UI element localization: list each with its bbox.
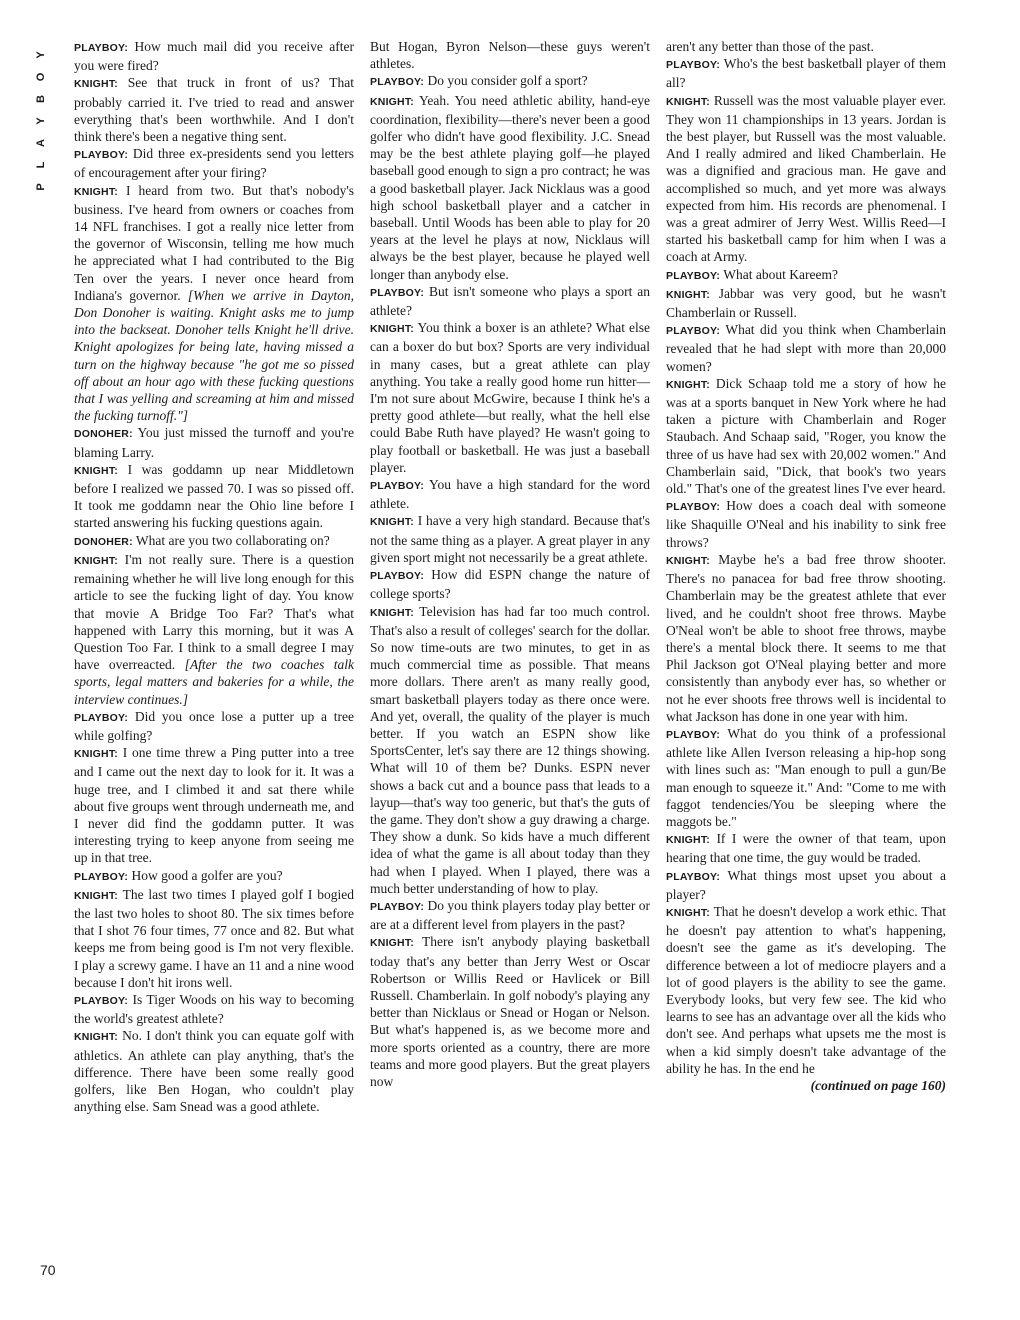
sidebar-letter: P — [35, 183, 47, 191]
italic-aside: [When we arrive in Dayton, Don Donoher is waiting. Knight asks me to jump into the backseat. Donoher tells Knight he'll drive. Knight apologizes for being late, having missed a turn on the highway because "he got me so pissed off about an hour ago with these fucking questions that I was yelling and screaming at him and missed the fucking turnoff."] — [74, 287, 355, 424]
paragraph-text: No. I don't think you can equate golf with athletics. An athlete can play anything, that's the difference. There have been some really good golfers, like Ben Hogan, who couldn't play anything else. Sam Snead was a good athlete. — [74, 1028, 355, 1115]
text-column-2 — [370, 38, 650, 1090]
interview-paragraph — [74, 886, 354, 991]
paragraph-text: How did ESPN change the nature of college sports? — [370, 567, 650, 602]
speaker-label: KNIGHT: — [666, 834, 710, 847]
paragraph-text: Do you consider golf a sport? — [427, 73, 588, 89]
interview-paragraph — [74, 551, 354, 708]
speaker-label: KNIGHT: — [666, 906, 710, 919]
speaker-label: KNIGHT: — [74, 889, 118, 902]
paragraph-text: I have a very high standard. Because that's not the same thing as a player. A great player in any given sport might not necessarily be a great athlete. — [370, 513, 651, 565]
speaker-label: KNIGHT: — [74, 554, 118, 567]
speaker-label: PLAYBOY: — [74, 994, 129, 1007]
speaker-label: KNIGHT: — [74, 78, 118, 91]
paragraph-text: But Hogan, Byron Nelson—these guys weren't athletes. — [370, 39, 650, 72]
paragraph-text: I heard from two. But that's nobody's business. I've heard from owners or coaches from 14 NFL franchises. I got a really nice letter from the governor of Wisconsin, telling me how much he appreciated what I had contributed to the Big Ten over the years. I never once heard from Indiana's governor. — [74, 182, 355, 303]
interview-paragraph — [666, 551, 946, 725]
sidebar-letter: O — [35, 72, 47, 82]
page-number: 70 — [40, 1262, 56, 1278]
interview-paragraph — [74, 532, 354, 551]
speaker-label: PLAYBOY: — [666, 59, 721, 72]
interview-paragraph — [74, 38, 354, 74]
paragraph-text: What things most upset you about a player? — [666, 867, 946, 902]
continued-note: (continued on page 160) — [810, 1077, 946, 1093]
speaker-label: PLAYBOY: — [370, 76, 425, 89]
paragraph-text: How does a coach deal with someone like Shaquille O'Neal and his inability to sink free throws? — [666, 498, 947, 550]
interview-paragraph — [74, 744, 354, 866]
interview-paragraph — [666, 38, 946, 55]
interview-paragraph — [666, 266, 946, 285]
interview-paragraph — [370, 38, 650, 72]
paragraph-text: What are you two collaborating on? — [135, 532, 330, 548]
interview-paragraph — [666, 375, 946, 497]
speaker-label: PLAYBOY: — [666, 325, 721, 338]
italic-aside: [After the two coaches talk sports, legal matters and bakeries for a while, the interview continues.] — [74, 657, 355, 707]
speaker-label: PLAYBOY: — [666, 870, 721, 883]
paragraph-text: Did three ex-presidents send you letters of encouragement after your firing? — [74, 146, 354, 181]
speaker-label: KNIGHT: — [666, 95, 710, 108]
paragraph-text: Jabbar was very good, but he wasn't Chamberlain or Russell. — [666, 285, 947, 321]
sidebar-letter: L — [35, 161, 47, 169]
interview-paragraph — [370, 72, 650, 91]
paragraph-text: Yeah. You need athletic ability, hand-eye coordination, flexibility—there's never been a good golfer who didn't have good flexibility. J.C. Snead may be the best athlete playing golf—he played baseball good enough to sign a pro contract; he was a good basketball player. Jack Nicklaus was a good high school basketball player and a catcher in baseball. Until Woods has been able to play for 20 years at the level he plays at now, Nicklaus will always be the best player, because he played well longer than anybody else. — [370, 92, 651, 282]
interview-paragraph — [74, 991, 354, 1027]
paragraph-text: Maybe he's a bad free throw shooter. There's no panacea for bad free throw shooting. Chamberlain may be the greatest athlete that ever lived, and he couldn't shoot free throws. Maybe O'Neal won't be able to shoot free throws, maybe there's a mental block there. It seems to me that Phil Jackson got O'Neal playing better and more consistently than anybody ever has, so whether or not he ever shoots free throws well is incidental to what Jackson has done in one year with him. — [666, 551, 947, 724]
interview-paragraph — [666, 497, 946, 551]
speaker-label: KNIGHT: — [666, 288, 710, 301]
interview-paragraph — [370, 897, 650, 933]
paragraph-text: You think a boxer is an athlete? What else can a boxer do but box? Sports are very individual in many cases, but a great athlete can play anything. You take a really good home run hitter—I'm not sure about McGwire, because I think he's a pretty good athlete—but really, what the hell else could Babe Ruth have played? He wasn't going to play football or basketball. He was just a baseball player. — [370, 320, 651, 475]
interview-paragraph — [666, 92, 946, 266]
interview-paragraph — [370, 283, 650, 319]
interview-paragraph — [74, 708, 354, 744]
paragraph-text: If I were the owner of that team, upon hearing that one time, the guy would be traded. — [666, 831, 947, 866]
paragraph-text: How good a golfer are you? — [131, 867, 283, 883]
paragraph-text: Television has had far too much control. That's also a result of colleges' search for the dollar. So now time-outs are two minutes, to get in as much commercial time as possible. That means more dollars. There aren't as many really good, smart basketball players today as there once were. And yet, overall, the quality of the player is much better. If you watch an ESPN show like SportsCenter, let's say there are 12 things showing. What will 10 of them be? Dunks. ESPN never shows a back cut and a bounce pass that leads to a layup—that's way too generic, but that's the guts of the game. They don't show a guy drawing a charge. They show a dunk. So kids have a much different idea of what the game is all about today than they had when I played. When I played, there was a much better understanding of how to play. — [370, 603, 650, 896]
interview-paragraph — [666, 867, 946, 903]
speaker-label: PLAYBOY: — [666, 501, 721, 514]
speaker-label: PLAYBOY: — [666, 269, 721, 282]
speaker-label: KNIGHT: — [370, 937, 414, 950]
interview-paragraph — [666, 285, 946, 321]
speaker-label: PLAYBOY: — [74, 711, 129, 724]
interview-paragraph — [74, 74, 354, 145]
interview-paragraph — [666, 321, 946, 375]
paragraph-text: See that truck in front of us? That probably carried it. I've tried to read and answer everything that's been worthwhile. And I don't think there's been a negative thing sent. — [74, 75, 355, 145]
interview-paragraph — [370, 476, 650, 512]
interview-paragraph — [370, 566, 650, 602]
speaker-label: DONOHER: — [74, 428, 133, 441]
interview-paragraph — [74, 424, 354, 460]
interview-paragraph — [370, 603, 650, 897]
paragraph-text: Did you once lose a putter up a tree while golfing? — [74, 708, 355, 743]
sidebar-letter: B — [35, 95, 47, 103]
interview-paragraph — [370, 319, 650, 476]
magazine-sidebar-label — [30, 44, 52, 198]
text-column-3 — [666, 38, 946, 1094]
paragraph-text: What do you think of a professional athlete like Allen Iverson releasing a hip-hop song with lines such as: "Man enough to pull a gun/Be man enough to squeeze it." And: "Come to me with faggot tendencies/You be sleeping where the maggots be." — [666, 725, 946, 829]
interview-paragraph — [370, 92, 650, 283]
paragraph-text: Do you think players today play better or are at a different level from players in the past? — [370, 897, 651, 933]
speaker-label: KNIGHT: — [370, 95, 414, 108]
sidebar-letter: A — [35, 139, 47, 147]
sidebar-letter: Y — [35, 117, 47, 125]
interview-paragraph — [370, 512, 650, 566]
speaker-label: KNIGHT: — [74, 185, 118, 198]
speaker-label: KNIGHT: — [74, 748, 118, 761]
paragraph-text: The last two times I played golf I bogied the last two holes to shoot 80. The six times before that I shot 76 four times, 77 once and 82. But what keeps me from being good is I'm not very flexible. I play a screwy game. I have an 11 and a nine wood because I don't hit irons well. — [74, 886, 355, 990]
speaker-label: PLAYBOY: — [74, 42, 129, 54]
interview-paragraph — [74, 461, 354, 532]
paragraph-text: What did you think when Chamberlain revealed that he had slept with more than 20,000 women? — [666, 322, 946, 374]
paragraph-text: What about Kareem? — [723, 266, 838, 282]
speaker-label: PLAYBOY: — [370, 900, 425, 913]
paragraph-text: How much mail did you receive after you were fired? — [74, 39, 354, 74]
paragraph-text: You have a high standard for the word athlete. — [370, 477, 651, 512]
paragraph-text: I was goddamn up near Middletown before I realized we passed 70. I was so pissed off. It took me goddamn near the Ohio line before I started answering his fucking questions again. — [74, 461, 354, 531]
interview-paragraph — [74, 182, 354, 425]
interview-paragraph — [74, 867, 354, 886]
paragraph-text: I one time threw a Ping putter into a tree and I came out the next day to look for it. It was a huge tree, and I climbed it and sat there while about five groups went through underneath me, and I never did find the goddamn putter. It was interesting trying to keep anyone from seeing me up in that tree. — [74, 745, 355, 866]
speaker-label: PLAYBOY: — [370, 480, 425, 493]
speaker-label: KNIGHT: — [666, 378, 710, 391]
speaker-label: PLAYBOY: — [74, 149, 129, 162]
speaker-label: KNIGHT: — [74, 1031, 118, 1044]
speaker-label: PLAYBOY: — [666, 728, 721, 741]
paragraph-text: Who's the best basketball player of them all? — [666, 56, 946, 91]
speaker-label: KNIGHT: — [370, 516, 414, 529]
speaker-label: PLAYBOY: — [74, 870, 129, 883]
interview-paragraph — [74, 1027, 354, 1115]
interview-paragraph — [370, 933, 650, 1090]
paragraph-text: I'm not really sure. There is a question remaining whether he will live long enough for this article to see the fucking light of day. You know that movie A Bridge Too Far? That's what happened with Larry this morning, but it was A Question Too Far. I think to a small degree I may have overreacted. — [74, 551, 354, 673]
sidebar-letter: Y — [35, 51, 47, 59]
paragraph-text: But isn't someone who plays a sport an athlete? — [370, 283, 650, 319]
interview-paragraph — [666, 830, 946, 866]
speaker-label: KNIGHT: — [666, 554, 710, 567]
paragraph-text: Russell was the most valuable player ever. They won 11 championships in 13 years. Jordan is the best player, but Russell was the most valuable. And I really admired and liked Chamberlain. He was a dignified and gracious man. He gave and accomplished so much, and yet more was always expected from him. His records are phenomenal. I was a great admirer of Jerry West. Willis Reed—I started his basketball camp for him when I was a coach at Army. — [666, 92, 946, 265]
paragraph-text: That he doesn't develop a work ethic. That he doesn't pay attention to what's happening, doesn't see the game as it's developing. The difference between a lot of mediocre players and a lot of good players is the ability to see the game. Everybody looks, but very few see. The kid who learns to see has an advantage over all the kids who don't see. And perhaps what upsets me the most is when a kid simply doesn't take advantage of the ability he has. In the end he — [666, 903, 946, 1076]
interview-paragraph — [666, 903, 946, 1077]
paragraph-text: Is Tiger Woods on his way to becoming the world's greatest athlete? — [74, 991, 355, 1027]
paragraph-text: You just missed the turnoff and you're blaming Larry. — [74, 425, 354, 460]
interview-paragraph — [666, 725, 946, 830]
speaker-label: PLAYBOY: — [370, 570, 425, 583]
paragraph-text: There isn't anybody playing basketball today that's any better than Jerry West or Oscar Robertson or Willis Reed or Havlicek or Bill Russell. Chamberlain. In golf nobody's playing any better than Nicklaus or Snead or Hogan or Nelson. But what's happened is, as we become more and more sports oriented as a country, there are more teams and more good players. But the great players now — [370, 934, 650, 1089]
speaker-label: KNIGHT: — [74, 464, 118, 477]
interview-paragraph — [74, 145, 354, 181]
interview-paragraph — [666, 55, 946, 91]
speaker-label: DONOHER: — [74, 535, 133, 548]
speaker-label: PLAYBOY: — [370, 286, 425, 299]
paragraph-text: Dick Schaap told me a story of how he was at a sports banquet in New York where he had taken a picture with Chamberlain and Roger Staubach. And Schaap said, "Roger, you know the three of us have had sex with 20,002 women." And Chamberlain said, "Dick, that book's two years old." That's one of the greatest lines I've ever heard. — [666, 375, 947, 497]
paragraph-text: aren't any better than those of the past. — [666, 39, 874, 54]
text-column-1 — [74, 38, 354, 1115]
speaker-label: KNIGHT: — [370, 606, 414, 619]
speaker-label: KNIGHT: — [370, 323, 414, 336]
